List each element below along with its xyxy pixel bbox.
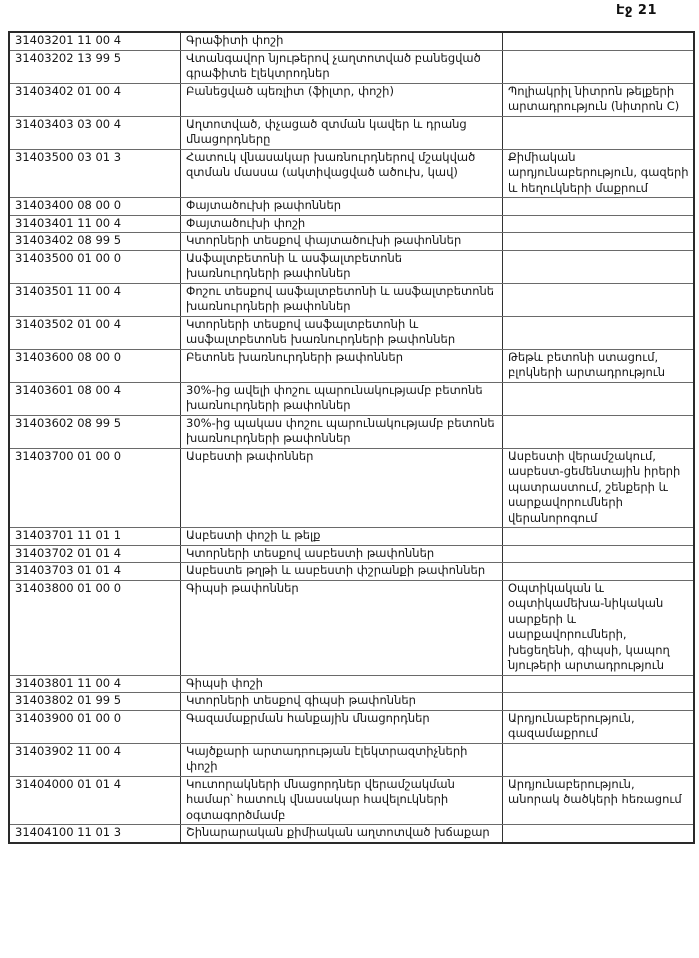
table-row xyxy=(9,233,694,251)
code-cell: 31403902 11 00 4 xyxy=(9,743,181,776)
description-cell: Կտորների տեսքով ասֆալտբետոնի և ասֆալտբետոնե խառնուրդների թափոններ xyxy=(181,316,503,349)
code-cell: 31403602 08 99 5 xyxy=(9,415,181,448)
description-cell: Կուտորակների մնացորդներ վերամշակման համար՝ հատուկ վնասակար հավելուկների օգտագործմամբ xyxy=(181,776,503,825)
table-row xyxy=(9,382,694,415)
code-cell: 31403701 11 01 1 xyxy=(9,528,181,546)
table-row xyxy=(9,415,694,448)
code-cell: 31403800 01 00 0 xyxy=(9,580,181,675)
description-cell: Աղտոտված, փչացած զտման կավեր և դրանց մնացորդները xyxy=(181,116,503,149)
code-cell: 31403600 08 00 0 xyxy=(9,349,181,382)
code-cell: 31404100 11 01 3 xyxy=(9,825,181,843)
table-row xyxy=(9,693,694,711)
usage-cell xyxy=(503,50,695,83)
usage-cell xyxy=(503,198,695,216)
description-cell: Կայծքարի արտադրության էլեկտրազտիչների փոշի xyxy=(181,743,503,776)
code-cell: 31403801 11 00 4 xyxy=(9,675,181,693)
description-cell: Փայտածուխի թափոններ xyxy=(181,198,503,216)
table-row xyxy=(9,116,694,149)
table-row xyxy=(9,349,694,382)
code-cell: 31403500 03 01 3 xyxy=(9,149,181,198)
table-row xyxy=(9,198,694,216)
description-cell: Ասբեստի թափոններ xyxy=(181,448,503,528)
description-cell: Գիպսի փոշի xyxy=(181,675,503,693)
table-row xyxy=(9,675,694,693)
usage-cell xyxy=(503,563,695,581)
description-cell: Փայտածուխի փոշի xyxy=(181,215,503,233)
usage-cell xyxy=(503,415,695,448)
code-cell: 31403502 01 00 4 xyxy=(9,316,181,349)
description-cell: Փոշու տեսքով ասֆալտբետոնի և ասֆալտբետոնե խառնուրդների թափոններ xyxy=(181,283,503,316)
description-cell: Վտանգավոր նյութերով չաղտոտված բանեցված գրաֆիտե էլեկտրոդներ xyxy=(181,50,503,83)
usage-cell: Օպտիկական և օպտիկամեխա-նիկական սարքերի և սարքավորումների, խեցեղենի, գիպսի, կապող նյութերի արտադրություն xyxy=(503,580,695,675)
code-cell: 31403201 11 00 4 xyxy=(9,32,181,50)
table-row xyxy=(9,149,694,198)
code-cell: 31403501 11 00 4 xyxy=(9,283,181,316)
usage-cell: Արդյունաբերություն, անորակ ծածկերի հեռացում xyxy=(503,776,695,825)
description-cell: Բետոնե խառնուրդների թափոններ xyxy=(181,349,503,382)
description-cell: Ասբեստե թղթի և ասբեստի փշրանքի թափոններ xyxy=(181,563,503,581)
code-cell: 31403700 01 00 0 xyxy=(9,448,181,528)
usage-cell: Արդյունաբերություն, գազամաքրում xyxy=(503,710,695,743)
description-cell: 30%-ից ավելի փոշու պարունակությամբ բետոնե խառնուրդների թափոններ xyxy=(181,382,503,415)
page-number: Էջ 21 xyxy=(615,3,657,18)
usage-cell xyxy=(503,825,695,843)
usage-cell xyxy=(503,545,695,563)
table-row xyxy=(9,710,694,743)
description-cell: Ասբեստի փոշի և թելք xyxy=(181,528,503,546)
code-cell: 31403500 01 00 0 xyxy=(9,250,181,283)
table-row xyxy=(9,283,694,316)
usage-cell: Թեթև բետոնի ստացում, բլոկների արտադրություն xyxy=(503,349,695,382)
description-cell: Կտորների տեսքով փայտածուխի թափոններ xyxy=(181,233,503,251)
description-cell: Կտորների տեսքով գիպսի թափոններ xyxy=(181,693,503,711)
description-cell: Գիպսի թափոններ xyxy=(181,580,503,675)
table-row xyxy=(9,448,694,528)
code-cell: 31403403 03 00 4 xyxy=(9,116,181,149)
code-cell: 31403202 13 99 5 xyxy=(9,50,181,83)
table-row xyxy=(9,250,694,283)
usage-cell xyxy=(503,316,695,349)
description-cell: Հատուկ վնասակար խառնուրդներով մշակված զտման մասսա (ակտիվացված ածուխ, կավ) xyxy=(181,149,503,198)
table-row xyxy=(9,545,694,563)
code-cell: 31403402 08 99 5 xyxy=(9,233,181,251)
table-row xyxy=(9,50,694,83)
code-cell: 31403702 01 01 4 xyxy=(9,545,181,563)
description-cell: Բանեցված պեռլիտ (ֆիլտր, փոշի) xyxy=(181,83,503,116)
table-row xyxy=(9,528,694,546)
description-cell: Շինարարական քիմիական աղտոտված խճաքար xyxy=(181,825,503,843)
waste-classification-table xyxy=(8,31,695,844)
usage-cell xyxy=(503,528,695,546)
usage-cell xyxy=(503,250,695,283)
table-row xyxy=(9,776,694,825)
description-cell: Կտորների տեսքով ասբեստի թափոններ xyxy=(181,545,503,563)
description-cell: Գազամաքրման հանքային մնացորդներ xyxy=(181,710,503,743)
code-cell: 31403400 08 00 0 xyxy=(9,198,181,216)
usage-cell xyxy=(503,116,695,149)
code-cell: 31403401 11 00 4 xyxy=(9,215,181,233)
code-cell: 31404000 01 01 4 xyxy=(9,776,181,825)
table-row xyxy=(9,316,694,349)
description-cell: Գրաֆիտի փոշի xyxy=(181,32,503,50)
usage-cell xyxy=(503,215,695,233)
table-row xyxy=(9,32,694,50)
table-row xyxy=(9,743,694,776)
usage-cell xyxy=(503,693,695,711)
code-cell: 31403601 08 00 4 xyxy=(9,382,181,415)
table-row xyxy=(9,580,694,675)
table-row xyxy=(9,825,694,843)
table-body xyxy=(9,32,694,843)
usage-cell xyxy=(503,675,695,693)
usage-cell xyxy=(503,32,695,50)
table-row xyxy=(9,83,694,116)
code-cell: 31403900 01 00 0 xyxy=(9,710,181,743)
description-cell: Ասֆալտբետոնի և ասֆալտբետոնե խառնուրդների թափոններ xyxy=(181,250,503,283)
usage-cell: Քիմիական արդյունաբերություն, գազերի և հեղուկների մաքրում xyxy=(503,149,695,198)
usage-cell: Ասբեստի վերամշակում, ասբեստ-ցեմենտային իրերի պատրաստում, շենքերի և սարքավորումների վերանորոգում xyxy=(503,448,695,528)
usage-cell xyxy=(503,382,695,415)
usage-cell xyxy=(503,233,695,251)
table-row xyxy=(9,563,694,581)
usage-cell: Պոլիակրիլ նիտրոն թելքերի արտադրություն (նիտրոն C) xyxy=(503,83,695,116)
code-cell: 31403802 01 99 5 xyxy=(9,693,181,711)
usage-cell xyxy=(503,743,695,776)
usage-cell xyxy=(503,283,695,316)
code-cell: 31403402 01 00 4 xyxy=(9,83,181,116)
description-cell: 30%-ից պակաս փոշու պարունակությամբ բետոնե խառնուրդների թափոններ xyxy=(181,415,503,448)
code-cell: 31403703 01 01 4 xyxy=(9,563,181,581)
table-row xyxy=(9,215,694,233)
